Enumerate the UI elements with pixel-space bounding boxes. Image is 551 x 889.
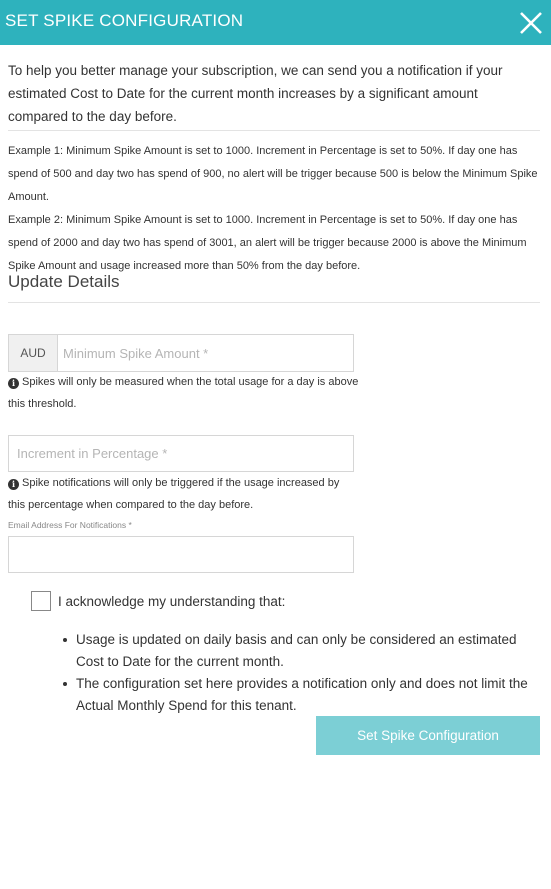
currency-addon: AUD bbox=[9, 335, 58, 371]
increment-percentage-input[interactable] bbox=[8, 435, 354, 472]
intro-text: To help you better manage your subscription, we can send you a notification if your estimated Cost to Date for the current month increases by a significant amount compared to the day before. bbox=[8, 63, 503, 124]
list-item: The configuration set here provides a notification only and does not limit the Actual Monthly Spend for this tenant. bbox=[60, 673, 540, 717]
increment-hint bbox=[8, 472, 358, 516]
modal-header bbox=[0, 0, 551, 45]
list-item: Usage is updated on daily basis and can only be considered an estimated Cost to Date for the current month. bbox=[60, 629, 540, 673]
min-spike-input-group bbox=[8, 334, 354, 372]
divider bbox=[8, 130, 540, 131]
divider bbox=[8, 302, 540, 303]
acknowledge-checkbox[interactable] bbox=[31, 591, 51, 611]
close-icon[interactable] bbox=[519, 11, 543, 35]
min-spike-hint-text: Spikes will only be measured when the total usage for a day is above this threshold. bbox=[8, 376, 359, 410]
info-icon: i bbox=[8, 479, 19, 490]
section-title: Update Details bbox=[8, 272, 120, 291]
info-icon: i bbox=[8, 378, 19, 389]
min-spike-hint bbox=[8, 371, 368, 415]
increment-hint-text: Spike notifications will only be triggered if the usage increased by this percentage when compared to the day before. bbox=[8, 477, 340, 511]
examples-block bbox=[8, 140, 540, 278]
email-label: Email Address For Notifications * bbox=[8, 520, 132, 530]
min-spike-amount-input[interactable] bbox=[58, 335, 353, 371]
example-2-text: Example 2: Minimum Spike Amount is set to 1000. Increment in Percentage is set to 50%. If day one has spend of 2000 and day two has spend of 3001, an alert will be trigger because 2000 is above the Minimum Spike Amount and usage increased more than 50% from the day before. bbox=[8, 214, 527, 272]
acknowledge-label: I acknowledge my understanding that: bbox=[58, 593, 286, 609]
acknowledge-list bbox=[60, 629, 540, 717]
email-input[interactable] bbox=[8, 536, 354, 573]
acknowledge-row bbox=[31, 591, 285, 611]
modal-title: SET SPIKE CONFIGURATION bbox=[5, 11, 244, 30]
example-1-text: Example 1: Minimum Spike Amount is set to 1000. Increment in Percentage is set to 50%. If day one has spend of 500 and day two has spend of 900, no alert will be trigger because 500 is below the Minimum Spike Amount. bbox=[8, 145, 538, 203]
set-spike-configuration-button[interactable]: Set Spike Configuration bbox=[316, 716, 540, 755]
